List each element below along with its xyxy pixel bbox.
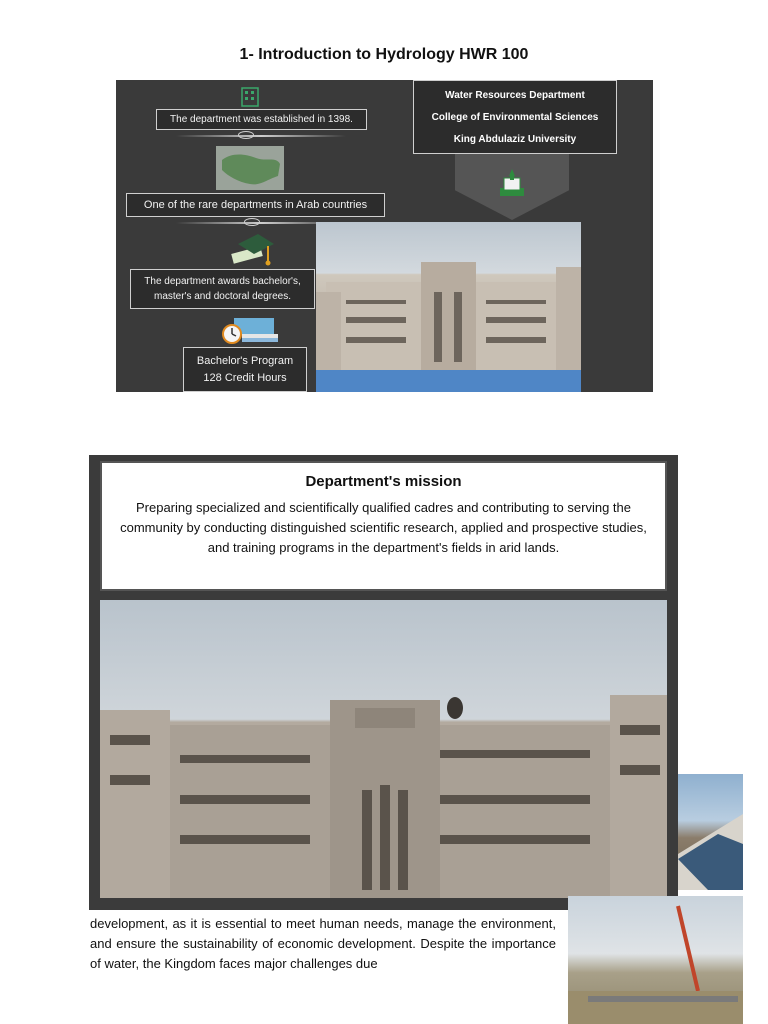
university-logo-icon <box>498 168 526 198</box>
infographic-panel <box>116 80 653 392</box>
map-icon <box>216 146 284 190</box>
department-name: Water Resources Department <box>445 89 585 101</box>
body-paragraph: development, as it is essential to meet human needs, manage the environment, and ensure the sustainability of economic development. Despite the importance of water, the Kingdom faces major challenges due <box>90 916 556 971</box>
college-name: College of Environmental Sciences <box>431 111 599 123</box>
fact-bachelor-program: Bachelor's Program 128 Credit Hours <box>183 347 307 392</box>
fact-rare-department: One of the rare departments in Arab countries <box>126 193 385 217</box>
mission-box <box>100 461 667 591</box>
building-icon <box>240 86 260 108</box>
page-heading: 1- Introduction to Hydrology HWR 100 <box>239 46 529 63</box>
divider-ornament <box>244 218 260 226</box>
mission-title: Department's mission <box>305 473 462 490</box>
fact-established: The department was established in 1398. <box>156 109 367 130</box>
mission-frame <box>89 455 678 910</box>
university-name: King Abdulaziz University <box>453 133 577 145</box>
clock-books-icon <box>222 316 280 346</box>
pipeline-construction-photo <box>568 896 743 1024</box>
college-building-photo <box>316 222 581 392</box>
graduation-cap-icon <box>228 232 276 270</box>
faculty-building-photo <box>100 600 667 898</box>
divider <box>176 135 346 137</box>
dam-photo <box>678 774 743 890</box>
fact-degrees: The department awards bachelor's, master's and doctoral degrees. <box>130 269 315 309</box>
university-box <box>413 80 617 154</box>
divider-ornament <box>238 131 254 139</box>
mission-text: Preparing specialized and scientifically qualified cadres and contributing to serving the community by conducting distinguished scientific research, applied and prospective studies, and training programs in the department's fields in arid lands. <box>120 500 647 555</box>
